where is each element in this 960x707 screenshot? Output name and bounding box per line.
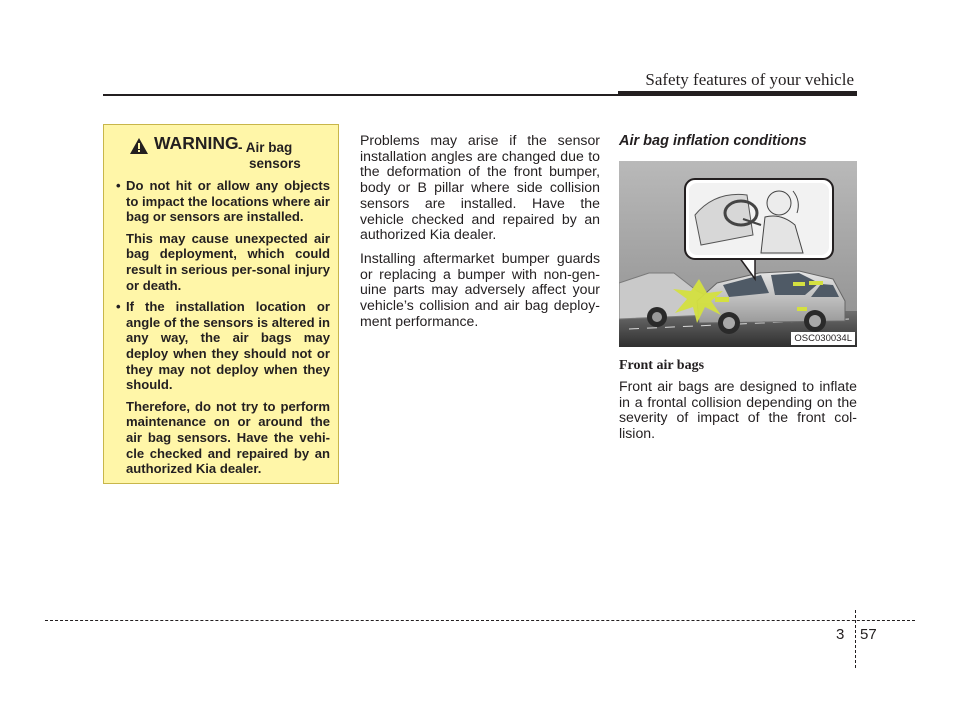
warning-bullet-text: Do not hit or allow any objects to impact the locations where air bag or sensors are installed. [126, 178, 330, 225]
figure-code: OSC030034L [791, 332, 855, 345]
subsection-heading: Front air bags [619, 358, 705, 373]
warning-paragraph: This may cause unexpected air bag deployment, which could result in serious per-sonal injury or death. [126, 230, 330, 293]
warning-label: WARNING [154, 133, 239, 153]
body-paragraph: Installing aftermarket bumper guards or replacing a bumper with non-gen-uine parts may adversely affect your vehicle’s collision and air bag deploy-ment performance. [360, 249, 600, 329]
warning-triangle-icon [130, 138, 148, 154]
section-heading: Air bag inflation conditions [619, 133, 807, 149]
footer-rule [45, 620, 915, 621]
warning-header [116, 133, 330, 172]
chapter-number: 3 [836, 626, 845, 643]
warning-box [103, 124, 339, 484]
section-title: Safety features of your vehicle [645, 70, 854, 89]
bullet-dot: • [116, 299, 121, 315]
warning-subtitle: - Air bag [238, 140, 293, 155]
body-paragraph: Problems may arise if the sensor installation angles are changed due to the deformation of the front bumper, body or B pillar where side collision sensors are installed. Have the vehicle checked and repaired by an authorized Kia dealer. [360, 132, 600, 243]
body-paragraph: Front air bags are designed to inflate in a frontal collision depending on the severity of impact of the front col-lision. [619, 378, 857, 442]
page-number-separator [855, 610, 856, 668]
warning-bullet [116, 178, 330, 225]
header-rule-accent [618, 91, 857, 96]
collision-illustration-image [619, 161, 857, 347]
warning-bullet-text: If the installation location or angle of the sensors is altered in any way, the air bags may deploy when they should not or they may not deploy when they should. [126, 299, 330, 393]
middle-column [360, 133, 600, 337]
bullet-dot: • [116, 178, 121, 193]
warning-subtitle-continued: sensors [249, 156, 301, 171]
page-number: 57 [860, 626, 877, 643]
airbag-illustration [619, 161, 857, 347]
warning-paragraph: Therefore, do not try to perform maintenance on or around the air bag sensors. Have the vehi-cle checked and repaired by an authorized Kia dealer. [126, 398, 330, 477]
warning-bullet [116, 299, 330, 393]
right-column [619, 133, 857, 442]
